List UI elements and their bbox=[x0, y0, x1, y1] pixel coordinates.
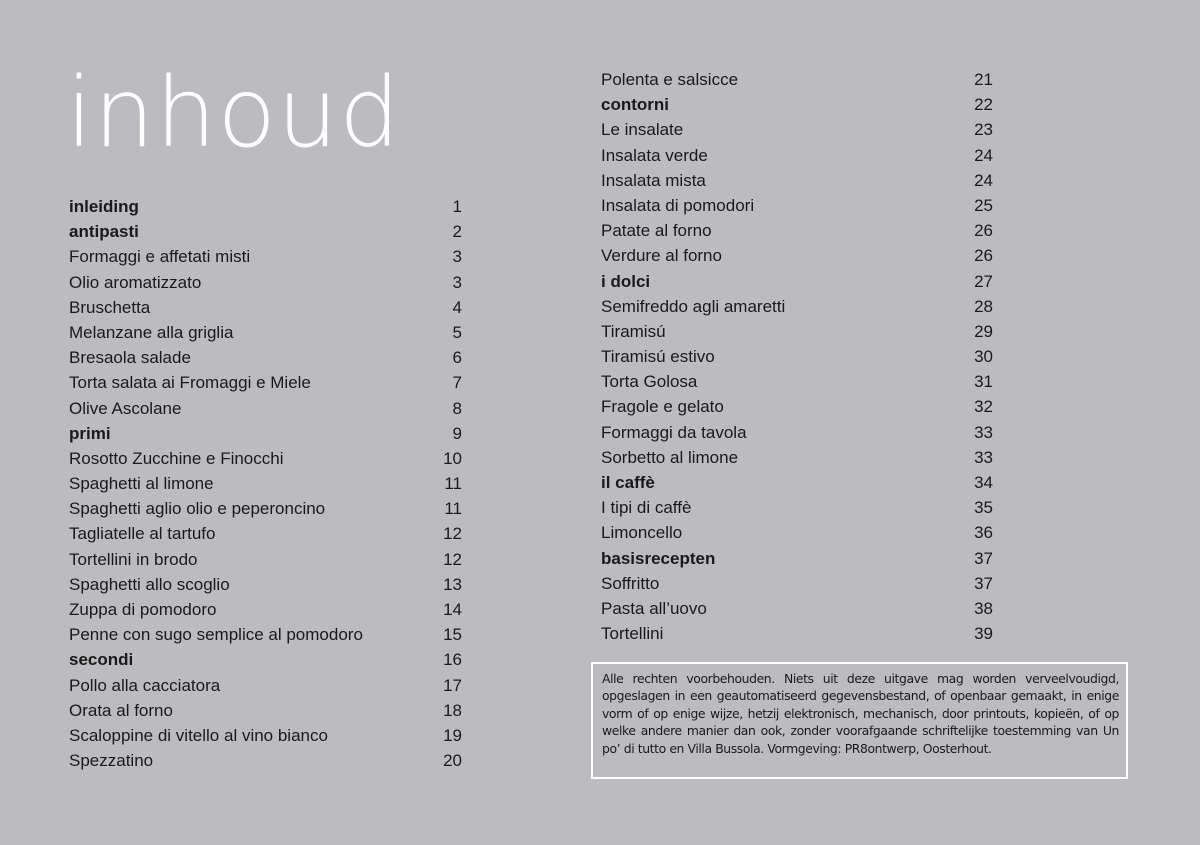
toc-entry-page-number: 12 bbox=[443, 549, 462, 569]
toc-entry bbox=[601, 243, 993, 268]
toc-entry-page-number: 26 bbox=[974, 246, 993, 266]
toc-entry bbox=[601, 294, 993, 319]
toc-entry-page-number: 33 bbox=[974, 447, 993, 467]
toc-entry bbox=[601, 143, 993, 168]
toc-entry bbox=[69, 270, 462, 295]
toc-entry-title: Semifreddo agli amaretti bbox=[601, 296, 786, 316]
toc-entry-page-number: 30 bbox=[974, 347, 993, 367]
toc-entry bbox=[69, 295, 462, 320]
toc-entry-title: Penne con sugo semplice al pomodoro bbox=[69, 625, 363, 645]
toc-section-heading bbox=[601, 92, 993, 117]
toc-entry-title: Torta Golosa bbox=[601, 372, 698, 392]
toc-entry bbox=[69, 396, 462, 421]
toc-entry bbox=[69, 622, 462, 647]
toc-entry-title: Polenta e salsicce bbox=[601, 70, 739, 89]
toc-entry bbox=[69, 547, 462, 572]
toc-entry-page-number: 15 bbox=[443, 625, 462, 645]
toc-entry-title: Soffritto bbox=[601, 573, 660, 593]
toc-entry-title: Fragole e gelato bbox=[601, 397, 724, 417]
toc-entry-title: il caffè bbox=[601, 473, 655, 492]
toc-entry-title: Melanzane alla griglia bbox=[69, 322, 234, 342]
toc-entry bbox=[69, 521, 462, 546]
toc-entry-title: Zuppa di pomodoro bbox=[69, 600, 217, 619]
toc-entry bbox=[69, 673, 462, 698]
toc-entry bbox=[601, 445, 993, 470]
toc-entry-title: Tagliatelle al tartufo bbox=[69, 524, 216, 544]
copyright-notice: Alle rechten voorbehouden. Niets uit deze uitgave mag worden verveelvoudigd, opgeslagen in een geautomatiseerd gegevensbestand, of openbaar gemaakt, in enige vorm of op enige wijze, hetzij elektronisch, mechanisch, door printouts, kopieën, of op welke andere manier dan ook, zonder voorafgaande schriftelijke toestemming van Un po’ di tutto en Villa Bussola. Vormgeving: PR8ontwerp, Oosterhout. bbox=[591, 662, 1128, 779]
toc-entry-title: secondi bbox=[69, 650, 134, 670]
page-title: inhoud bbox=[66, 57, 401, 169]
toc-entry-title: i dolci bbox=[601, 271, 651, 291]
toc-entry-title: Scaloppine di vitello al vino bianco bbox=[69, 725, 328, 745]
toc-entry bbox=[601, 394, 993, 419]
toc-entry bbox=[601, 344, 993, 369]
toc-entry-page-number: 10 bbox=[443, 448, 462, 468]
toc-entry-title: basisrecepten bbox=[601, 548, 716, 568]
toc-entry-page-number: 26 bbox=[974, 221, 993, 241]
toc-entry bbox=[69, 723, 462, 748]
toc-entry-page-number: 35 bbox=[974, 498, 993, 518]
toc-entry-page-number: 2 bbox=[452, 222, 462, 242]
toc-entry-page-number: 37 bbox=[974, 573, 993, 593]
toc-entry bbox=[69, 698, 462, 723]
toc-entry bbox=[69, 370, 462, 395]
toc-section-heading bbox=[601, 269, 993, 294]
toc-entry-page-number: 13 bbox=[443, 574, 462, 594]
toc-section-heading bbox=[69, 194, 462, 219]
toc-entry-page-number: 5 bbox=[452, 322, 462, 342]
toc-entry-page-number: 17 bbox=[443, 675, 462, 695]
toc-section-heading bbox=[601, 470, 993, 495]
toc-entry-page-number: 27 bbox=[974, 271, 993, 291]
toc-entry-title: Tortellini in brodo bbox=[69, 549, 198, 569]
toc-entry bbox=[69, 471, 462, 496]
toc-entry-title: contorni bbox=[601, 95, 669, 115]
toc-entry-title: Tortellini bbox=[601, 624, 664, 644]
toc-entry-page-number: 28 bbox=[974, 296, 993, 316]
toc-section-heading bbox=[69, 647, 462, 672]
toc-entry-title: Insalata di pomodori bbox=[601, 195, 755, 215]
toc-entry bbox=[69, 597, 462, 622]
toc-entry-page-number: 7 bbox=[452, 373, 462, 393]
toc-entry-page-number: 36 bbox=[974, 523, 993, 543]
toc-entry-page-number: 29 bbox=[974, 321, 993, 341]
toc-entry-title: primi bbox=[69, 423, 111, 443]
toc-entry bbox=[601, 495, 993, 520]
toc-entry-page-number: 32 bbox=[974, 397, 993, 417]
toc-entry bbox=[601, 571, 993, 596]
toc-entry-title: Bruschetta bbox=[69, 297, 151, 317]
toc-entry-title: Patate al forno bbox=[601, 221, 712, 241]
toc-entry-page-number: 20 bbox=[443, 751, 462, 771]
toc-entry-title: Tiramisú bbox=[601, 321, 666, 341]
toc-entry-title: Pollo alla cacciatora bbox=[69, 675, 221, 695]
toc-entry-title: Olive Ascolane bbox=[69, 398, 182, 418]
toc-section-heading bbox=[601, 546, 993, 571]
toc-entry-title: Spaghetti allo scoglio bbox=[69, 574, 230, 594]
toc-entry-title: Spaghetti aglio olio e peperoncino bbox=[69, 499, 326, 519]
toc-entry-page-number: 38 bbox=[974, 598, 993, 618]
toc-entry-page-number: 14 bbox=[443, 600, 462, 619]
toc-entry-page-number: 3 bbox=[452, 247, 462, 267]
toc-entry-title: Sorbetto al limone bbox=[601, 447, 739, 467]
toc-entry-title: Olio aromatizzato bbox=[69, 272, 202, 292]
toc-section-heading bbox=[69, 421, 462, 446]
toc-entry-page-number: 19 bbox=[443, 725, 462, 745]
toc-entry-title: Insalata mista bbox=[601, 170, 706, 190]
toc-entry bbox=[601, 596, 993, 621]
toc-entry bbox=[69, 572, 462, 597]
toc-entry bbox=[69, 748, 462, 773]
toc-entry-page-number: 37 bbox=[974, 548, 993, 568]
toc-entry-page-number: 18 bbox=[443, 700, 462, 720]
toc-entry bbox=[601, 168, 993, 193]
toc-entry-title: Spaghetti al limone bbox=[69, 474, 214, 494]
toc-entry bbox=[601, 369, 993, 394]
toc-entry-title: Formaggi da tavola bbox=[601, 422, 747, 442]
toc-entry-title: Le insalate bbox=[601, 120, 684, 140]
toc-entry-page-number: 11 bbox=[444, 499, 462, 519]
toc-entry-page-number: 22 bbox=[974, 95, 993, 115]
toc-entry-page-number: 39 bbox=[974, 624, 993, 644]
toc-entry-page-number: 12 bbox=[443, 524, 462, 544]
toc-entry-title: Formaggi e affetati misti bbox=[69, 247, 251, 267]
toc-entry-page-number: 24 bbox=[974, 170, 993, 190]
toc-entry bbox=[601, 117, 993, 142]
toc-entry bbox=[601, 319, 993, 344]
toc-entry-page-number: 21 bbox=[974, 70, 993, 89]
toc-entry-title: Pasta all’uovo bbox=[601, 598, 707, 618]
toc-entry bbox=[601, 520, 993, 545]
toc-entry-title: Spezzatino bbox=[69, 751, 154, 771]
toc-entry-title: inleiding bbox=[69, 197, 139, 216]
toc-entry-page-number: 34 bbox=[974, 473, 993, 492]
toc-entry bbox=[69, 345, 462, 370]
toc-entry-page-number: 9 bbox=[452, 423, 462, 443]
toc-entry-title: Torta salata ai Fromaggi e Miele bbox=[69, 373, 311, 393]
toc-entry-page-number: 16 bbox=[443, 650, 462, 670]
toc-entry bbox=[601, 67, 993, 92]
toc-entry-page-number: 24 bbox=[974, 145, 993, 165]
toc-entry-title: Limoncello bbox=[601, 523, 683, 543]
toc-entry-page-number: 33 bbox=[974, 422, 993, 442]
toc-entry bbox=[601, 420, 993, 445]
toc-entry-page-number: 1 bbox=[452, 197, 462, 216]
toc-entry-page-number: 25 bbox=[974, 195, 993, 215]
toc-entry-title: Rosotto Zucchine e Finocchi bbox=[69, 448, 284, 468]
toc-entry bbox=[601, 621, 993, 646]
toc-entry bbox=[69, 320, 462, 345]
toc-entry bbox=[69, 244, 462, 269]
toc-entry-page-number: 4 bbox=[452, 297, 462, 317]
toc-entry bbox=[69, 496, 462, 521]
toc-entry-page-number: 11 bbox=[444, 474, 462, 494]
toc-entry-page-number: 6 bbox=[452, 348, 462, 368]
toc-entry-title: Verdure al forno bbox=[601, 246, 722, 266]
toc-entry-title: I tipi di caffè bbox=[601, 498, 692, 518]
toc-entry-page-number: 8 bbox=[452, 398, 462, 418]
toc-entry-title: Bresaola salade bbox=[69, 348, 191, 368]
toc-entry-page-number: 23 bbox=[974, 120, 993, 140]
toc-left-column bbox=[69, 194, 462, 773]
toc-entry-title: Tiramisú estivo bbox=[601, 347, 715, 367]
toc-entry bbox=[69, 446, 462, 471]
toc-right-column bbox=[601, 67, 993, 646]
toc-section-heading bbox=[69, 219, 462, 244]
toc-entry-page-number: 3 bbox=[452, 272, 462, 292]
toc-entry-title: Insalata verde bbox=[601, 145, 708, 165]
toc-entry-page-number: 31 bbox=[974, 372, 993, 392]
toc-entry bbox=[601, 218, 993, 243]
toc-entry-title: Orata al forno bbox=[69, 700, 173, 720]
toc-entry bbox=[601, 193, 993, 218]
toc-entry-title: antipasti bbox=[69, 222, 139, 242]
